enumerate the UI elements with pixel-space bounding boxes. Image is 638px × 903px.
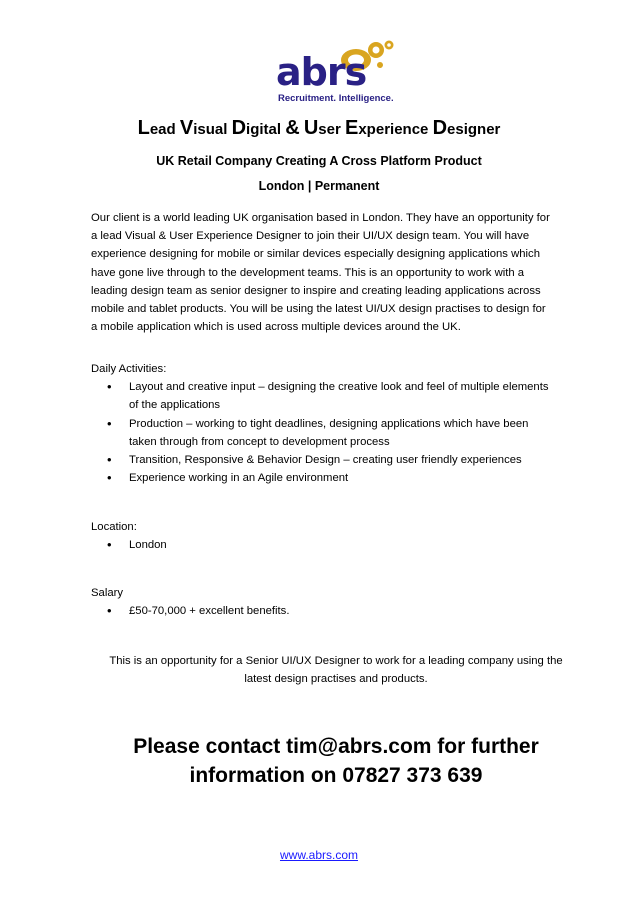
closing-line: latest design practises and products. xyxy=(244,673,428,686)
title-word: Lead xyxy=(137,117,176,139)
intro-line: a lead Visual & User Experience Designer to join their UI/UX design team. You will have xyxy=(91,230,530,243)
contact-callout xyxy=(91,732,581,790)
salary-section xyxy=(91,584,591,620)
logo-tagline: Recruitment. Intelligence. xyxy=(278,93,394,104)
intro-line: mobile and tablet products. You will be using the latest UI/UX design practises to design for xyxy=(91,303,546,316)
title-word: & xyxy=(285,117,300,139)
intro-line: experience designing for mobile or similar devices especially designing applications which xyxy=(91,248,540,261)
job-subtitle: UK Retail Company Creating A Cross Platform Product xyxy=(156,154,482,168)
contact-line: information on 07827 373 639 xyxy=(189,764,483,787)
intro-line: Our client is a world leading UK organisation based in London. They have an opportunity for xyxy=(91,212,550,224)
title-word: Designer xyxy=(432,117,501,139)
job-location-type: London | Permanent xyxy=(258,179,380,193)
contact-line: Please contact tim@abrs.com for further xyxy=(133,735,539,758)
intro-paragraph xyxy=(91,209,581,336)
footer-website-link[interactable]: www.abrs.com xyxy=(279,848,359,862)
list-item: • London xyxy=(91,536,591,554)
list-item: • Production – working to tight deadlines, designing applications which have been taken through from concept to development process xyxy=(91,415,591,451)
title-word: User xyxy=(303,117,341,139)
closing-line: This is an opportunity for a Senior UI/UX Designer to work for a leading company using the xyxy=(109,655,563,667)
list-item: • Layout and creative input – designing the creative look and feel of multiple elements of the applications xyxy=(91,378,591,414)
intro-line: have gone live through to the development teams. This is an opportunity to work with a xyxy=(91,266,525,279)
location-list xyxy=(91,536,591,554)
list-item: • Transition, Responsive & Behavior Design – creating user friendly experiences xyxy=(91,451,591,469)
list-item: • £50-70,000 + excellent benefits. xyxy=(91,602,591,620)
title-word: Visual xyxy=(179,117,228,139)
intro-line: leading design team as senior designer to inspire and creating leading applications across xyxy=(91,284,541,297)
intro-line: a mobile application which is used across multiple devices around the UK. xyxy=(91,321,461,334)
logo-wordmark: abrs xyxy=(276,50,367,94)
location-section xyxy=(91,518,591,554)
daily-activities-list xyxy=(91,378,591,487)
daily-activities-heading: Daily Activities: xyxy=(91,363,167,375)
salary-list xyxy=(91,602,591,620)
abrs-logo xyxy=(272,40,396,108)
job-title xyxy=(0,118,638,140)
location-heading: Location: xyxy=(91,521,137,533)
closing-paragraph xyxy=(91,652,581,688)
list-item: • Experience working in an Agile environment xyxy=(91,469,591,487)
salary-heading: Salary xyxy=(91,587,124,599)
title-word: Experience xyxy=(345,117,429,139)
title-word: Digital xyxy=(231,117,282,139)
daily-activities-section xyxy=(91,360,591,487)
